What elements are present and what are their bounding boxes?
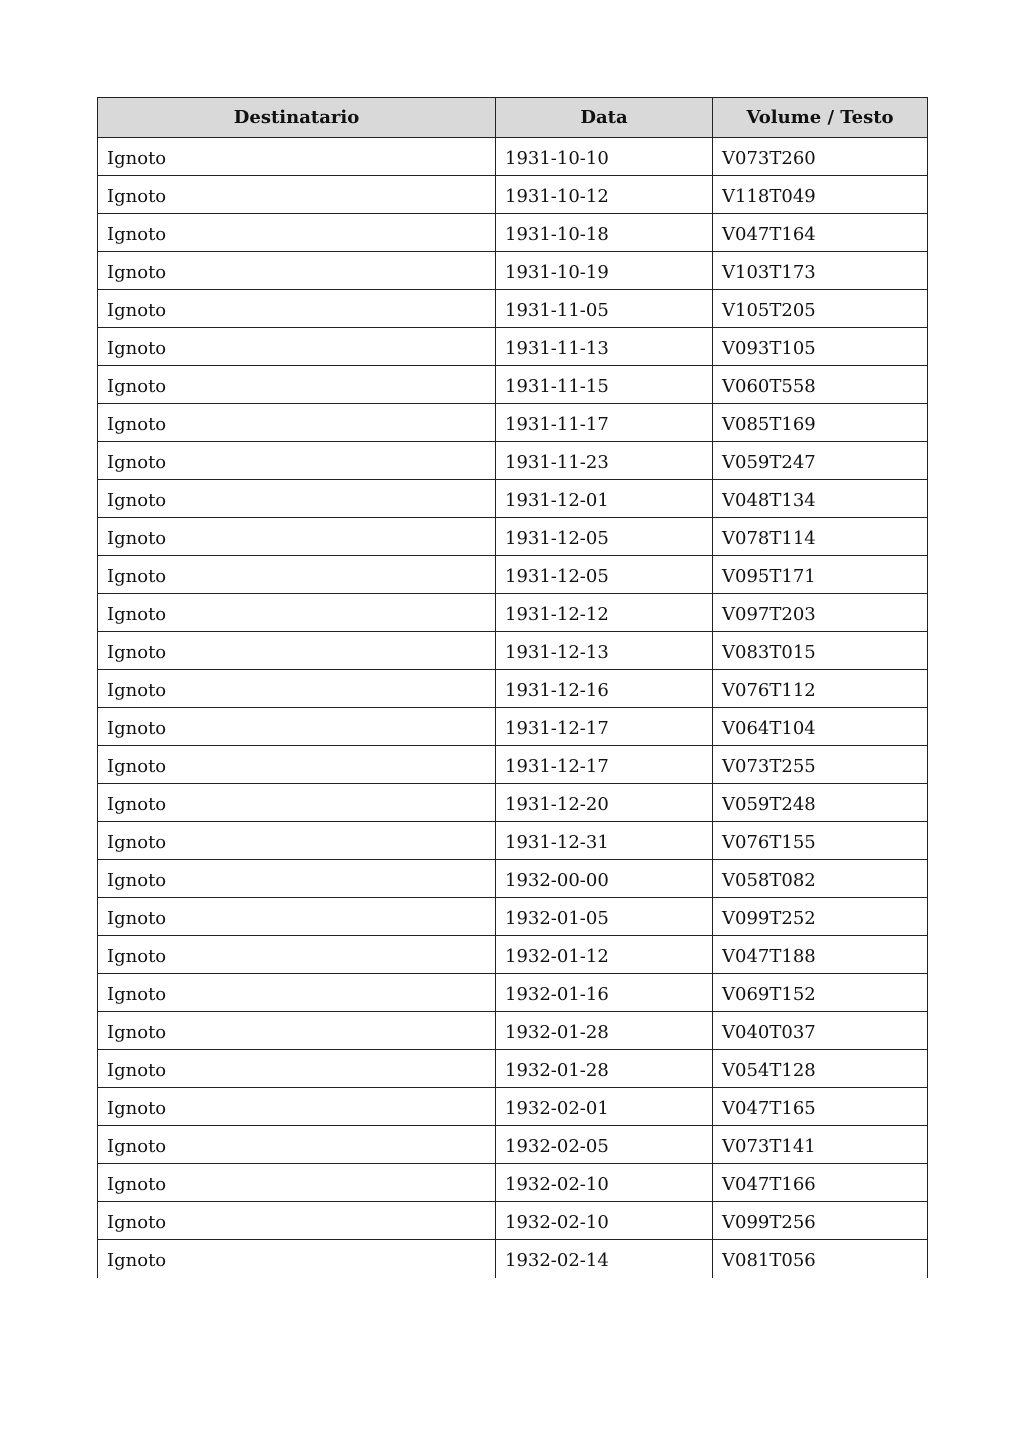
cell-data: 1932-01-12 (496, 936, 713, 974)
cell-destinatario: Ignoto (98, 1164, 496, 1202)
table-row (98, 1088, 928, 1126)
cell-volume-testo: V040T037 (713, 1012, 928, 1050)
cell-data: 1931-12-05 (496, 556, 713, 594)
table-row (98, 822, 928, 860)
cell-destinatario: Ignoto (98, 936, 496, 974)
cell-destinatario: Ignoto (98, 366, 496, 404)
cell-data: 1932-02-14 (496, 1240, 713, 1278)
cell-data: 1931-10-19 (496, 252, 713, 290)
cell-destinatario: Ignoto (98, 822, 496, 860)
cell-volume-testo: V048T134 (713, 480, 928, 518)
cell-volume-testo: V047T164 (713, 214, 928, 252)
table-row (98, 936, 928, 974)
cell-destinatario: Ignoto (98, 328, 496, 366)
cell-destinatario: Ignoto (98, 1240, 496, 1278)
table-row (98, 898, 928, 936)
table-row (98, 1012, 928, 1050)
table-row (98, 214, 928, 252)
cell-destinatario: Ignoto (98, 1088, 496, 1126)
cell-volume-testo: V076T155 (713, 822, 928, 860)
cell-destinatario: Ignoto (98, 176, 496, 214)
column-header-data: Data (496, 98, 713, 138)
cell-data: 1932-02-10 (496, 1202, 713, 1240)
cell-data: 1932-02-05 (496, 1126, 713, 1164)
cell-data: 1931-11-17 (496, 404, 713, 442)
cell-data: 1931-12-17 (496, 708, 713, 746)
cell-destinatario: Ignoto (98, 784, 496, 822)
cell-volume-testo: V058T082 (713, 860, 928, 898)
table-row (98, 1202, 928, 1240)
cell-data: 1931-10-18 (496, 214, 713, 252)
cell-volume-testo: V083T015 (713, 632, 928, 670)
table-row (98, 290, 928, 328)
table-row (98, 138, 928, 176)
cell-data: 1931-12-17 (496, 746, 713, 784)
cell-volume-testo: V069T152 (713, 974, 928, 1012)
cell-data: 1931-12-12 (496, 594, 713, 632)
table-row (98, 404, 928, 442)
table-row (98, 556, 928, 594)
cell-volume-testo: V095T171 (713, 556, 928, 594)
cell-volume-testo: V081T056 (713, 1240, 928, 1278)
cell-volume-testo: V073T141 (713, 1126, 928, 1164)
cell-data: 1931-12-31 (496, 822, 713, 860)
cell-data: 1932-01-28 (496, 1012, 713, 1050)
cell-data: 1931-12-13 (496, 632, 713, 670)
cell-volume-testo: V103T173 (713, 252, 928, 290)
table-row (98, 176, 928, 214)
cell-data: 1932-02-01 (496, 1088, 713, 1126)
cell-destinatario: Ignoto (98, 594, 496, 632)
table-body (98, 138, 928, 1278)
table-header (98, 98, 928, 138)
table-row (98, 708, 928, 746)
cell-volume-testo: V064T104 (713, 708, 928, 746)
cell-destinatario: Ignoto (98, 138, 496, 176)
cell-volume-testo: V073T255 (713, 746, 928, 784)
cell-volume-testo: V059T247 (713, 442, 928, 480)
cell-destinatario: Ignoto (98, 708, 496, 746)
cell-destinatario: Ignoto (98, 214, 496, 252)
cell-data: 1931-12-01 (496, 480, 713, 518)
document-table-container (97, 97, 927, 1278)
cell-volume-testo: V118T049 (713, 176, 928, 214)
cell-volume-testo: V047T165 (713, 1088, 928, 1126)
cell-volume-testo: V099T252 (713, 898, 928, 936)
cell-destinatario: Ignoto (98, 252, 496, 290)
cell-destinatario: Ignoto (98, 670, 496, 708)
cell-data: 1932-01-28 (496, 1050, 713, 1088)
table-row (98, 442, 928, 480)
table-row (98, 518, 928, 556)
cell-volume-testo: V047T166 (713, 1164, 928, 1202)
table-row (98, 1126, 928, 1164)
cell-destinatario: Ignoto (98, 632, 496, 670)
cell-data: 1931-10-12 (496, 176, 713, 214)
cell-volume-testo: V093T105 (713, 328, 928, 366)
table-row (98, 860, 928, 898)
cell-volume-testo: V059T248 (713, 784, 928, 822)
cell-destinatario: Ignoto (98, 404, 496, 442)
cell-destinatario: Ignoto (98, 480, 496, 518)
cell-volume-testo: V085T169 (713, 404, 928, 442)
table-row (98, 974, 928, 1012)
table-row (98, 480, 928, 518)
header-row (98, 98, 928, 138)
column-header-volume-testo: Volume / Testo (713, 98, 928, 138)
table-row (98, 594, 928, 632)
cell-volume-testo: V105T205 (713, 290, 928, 328)
cell-destinatario: Ignoto (98, 746, 496, 784)
cell-data: 1932-02-10 (496, 1164, 713, 1202)
cell-volume-testo: V047T188 (713, 936, 928, 974)
cell-destinatario: Ignoto (98, 442, 496, 480)
cell-destinatario: Ignoto (98, 1050, 496, 1088)
cell-data: 1931-11-15 (496, 366, 713, 404)
table-row (98, 1050, 928, 1088)
cell-volume-testo: V076T112 (713, 670, 928, 708)
cell-volume-testo: V054T128 (713, 1050, 928, 1088)
table-row (98, 746, 928, 784)
cell-destinatario: Ignoto (98, 1202, 496, 1240)
cell-destinatario: Ignoto (98, 290, 496, 328)
cell-data: 1931-11-13 (496, 328, 713, 366)
table-row (98, 670, 928, 708)
cell-destinatario: Ignoto (98, 1126, 496, 1164)
cell-data: 1932-01-16 (496, 974, 713, 1012)
table-row (98, 252, 928, 290)
column-header-destinatario: Destinatario (98, 98, 496, 138)
table-row (98, 1164, 928, 1202)
cell-data: 1931-12-05 (496, 518, 713, 556)
cell-destinatario: Ignoto (98, 898, 496, 936)
table-row (98, 1240, 928, 1278)
letters-table (97, 97, 928, 1278)
table-row (98, 328, 928, 366)
cell-data: 1931-12-20 (496, 784, 713, 822)
cell-data: 1932-01-05 (496, 898, 713, 936)
cell-destinatario: Ignoto (98, 556, 496, 594)
cell-volume-testo: V097T203 (713, 594, 928, 632)
cell-destinatario: Ignoto (98, 860, 496, 898)
table-row (98, 366, 928, 404)
cell-volume-testo: V078T114 (713, 518, 928, 556)
cell-destinatario: Ignoto (98, 1012, 496, 1050)
table-row (98, 784, 928, 822)
table-row (98, 632, 928, 670)
cell-data: 1931-10-10 (496, 138, 713, 176)
cell-data: 1931-12-16 (496, 670, 713, 708)
cell-volume-testo: V099T256 (713, 1202, 928, 1240)
cell-volume-testo: V060T558 (713, 366, 928, 404)
cell-destinatario: Ignoto (98, 518, 496, 556)
cell-destinatario: Ignoto (98, 974, 496, 1012)
cell-data: 1931-11-05 (496, 290, 713, 328)
cell-data: 1932-00-00 (496, 860, 713, 898)
cell-data: 1931-11-23 (496, 442, 713, 480)
cell-volume-testo: V073T260 (713, 138, 928, 176)
